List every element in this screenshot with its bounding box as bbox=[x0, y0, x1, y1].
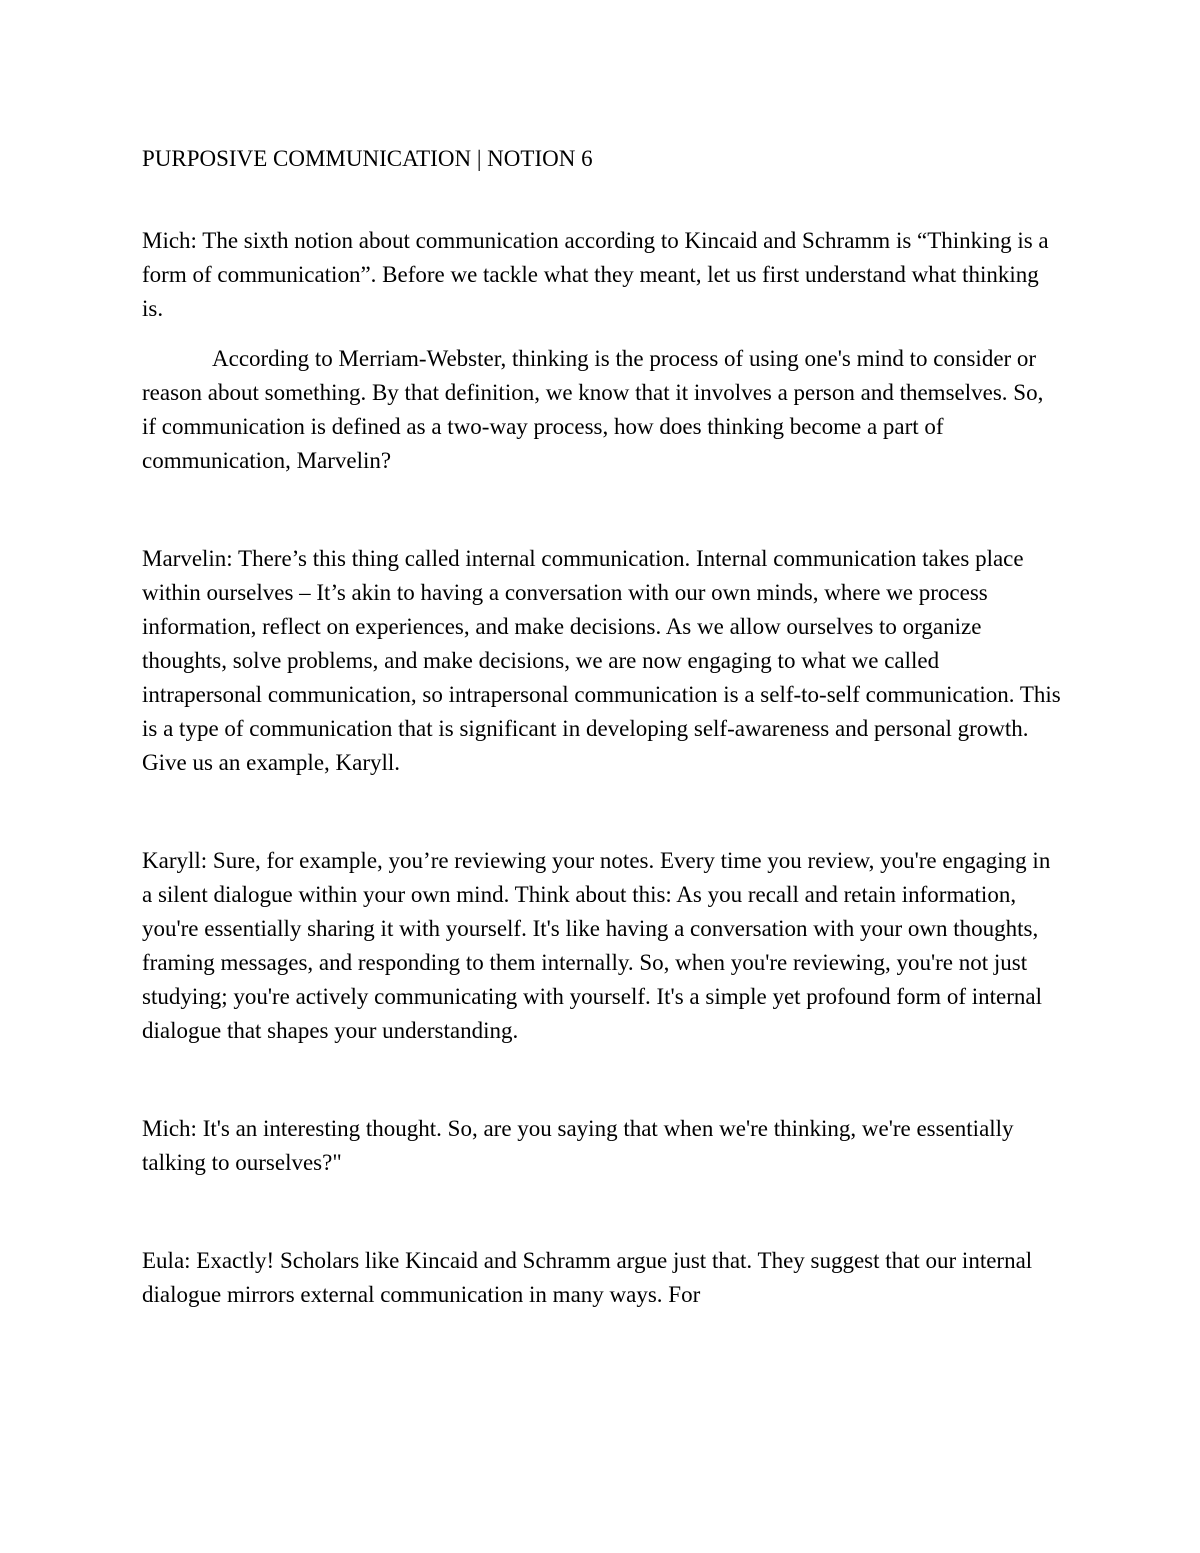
paragraph-mich-intro: Mich: The sixth notion about communication according to Kincaid and Schramm is “Thinking is a form of communication”. Before we tackle what they meant, let us first understand what thinking is. bbox=[142, 228, 1049, 321]
document-body bbox=[142, 142, 1062, 1312]
document-title: PURPOSIVE COMMUNICATION | NOTION 6 bbox=[142, 146, 593, 171]
paragraph-karyll: Karyll: Sure, for example, you’re reviewing your notes. Every time you review, you're engaging in a silent dialogue within your own mind. Think about this: As you recall and retain information, you're essentially sharing it with yourself. It's like having a conversation with your own thoughts, framing messages, and responding to them internally. So, when you're reviewing, you're not just studying; you're actively communicating with yourself. It's a simple yet profound form of internal dialogue that shapes your understanding. bbox=[142, 848, 1051, 1043]
paragraph-marvelin: Marvelin: There’s this thing called internal communication. Internal communication takes place within ourselves – It’s akin to having a conversation with our own minds, where we process information, reflect on experiences, and make decisions. As we allow ourselves to organize thoughts, solve problems, and make decisions, we are now engaging to what we called intrapersonal communication, so intrapersonal communication is a self-to-self communication. This is a type of communication that is significant in developing self-awareness and personal growth. Give us an example, Karyll. bbox=[142, 546, 1061, 775]
paragraph-mich-question: Mich: It's an interesting thought. So, are you saying that when we're thinking, we're essentially talking to ourselves?" bbox=[142, 1116, 1014, 1175]
paragraph-merriam-webster: According to Merriam-Webster, thinking is the process of using one's mind to consider or reason about something. By that definition, we know that it involves a person and themselves. So, if communication is defined as a two-way process, how does thinking become a part of communication, Marvelin? bbox=[142, 346, 1044, 473]
paragraph-eula: Eula: Exactly! Scholars like Kincaid and Schramm argue just that. They suggest that our internal dialogue mirrors external communication in many ways. For bbox=[142, 1248, 1033, 1307]
